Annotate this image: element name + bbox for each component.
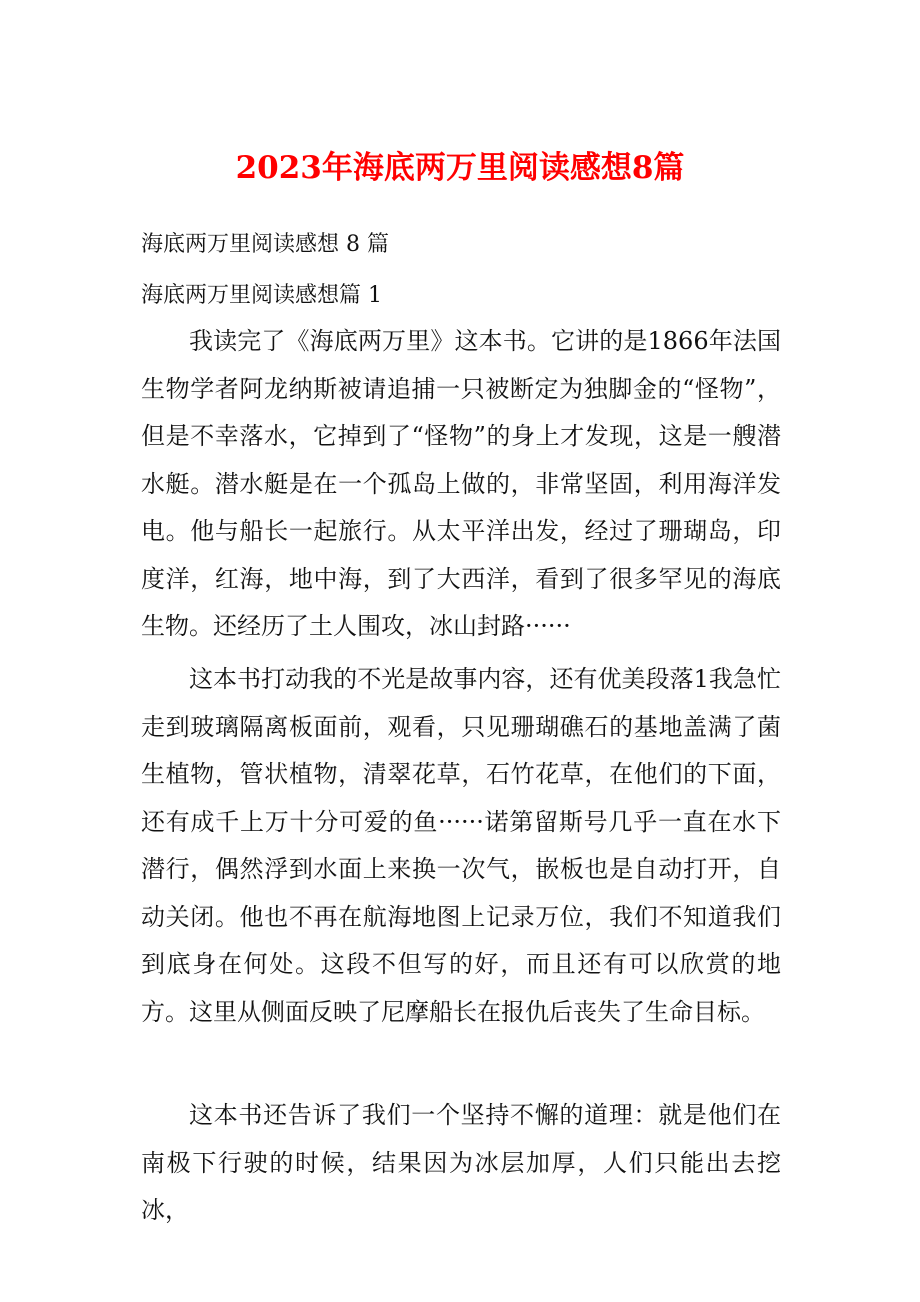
document-title: 2023年海底两万里阅读感想8篇: [235, 150, 685, 186]
body-paragraph: 我读完了《海底两万里》这本书。它讲的是1866年法国生物学者阿龙纳斯被请追捕一只被断定为独脚金的“怪物”，但是不幸落水，它掉到了“怪物”的身上才发现，这是一艘潜水艇。潜水艇是在一个孤岛上做的，非常坚固，利用海洋发电。他与船长一起旅行。从太平洋出发，经过了珊瑚岛，印度洋，红海，地中海，到了大西洋，看到了很多罕见的海底生物。还经历了土人围攻，冰山封路······: [141, 327, 781, 640]
body-paragraph: 这本书还告诉了我们一个坚持不懈的道理：就是他们在南极下行驶的时候，结果因为冰层加厚，人们只能出去挖冰，: [141, 1101, 781, 1224]
body-paragraph: 这本书打动我的不光是故事内容，还有优美段落1我急忙走到玻璃隔离板面前，观看，只见珊瑚礁石的基地盖满了菌生植物，管状植物，清翠花草，石竹花草，在他们的下面，还有成千上万十分可爱的鱼······诺第留斯号几乎一直在水下潜行，偶然浮到水面上来换一次气，嵌板也是自动打开，自动关闭。他也不再在航海地图上记录万位，我们不知道我们到底身在何处。这段不但写的好，而且还有可以欣赏的地方。这里从侧面反映了尼摩船长在报仇后丧失了生命目标。: [141, 665, 781, 1026]
document-subtitle: 海底两万里阅读感想 8 篇: [141, 232, 389, 257]
section-heading: 海底两万里阅读感想篇 1: [141, 283, 382, 308]
